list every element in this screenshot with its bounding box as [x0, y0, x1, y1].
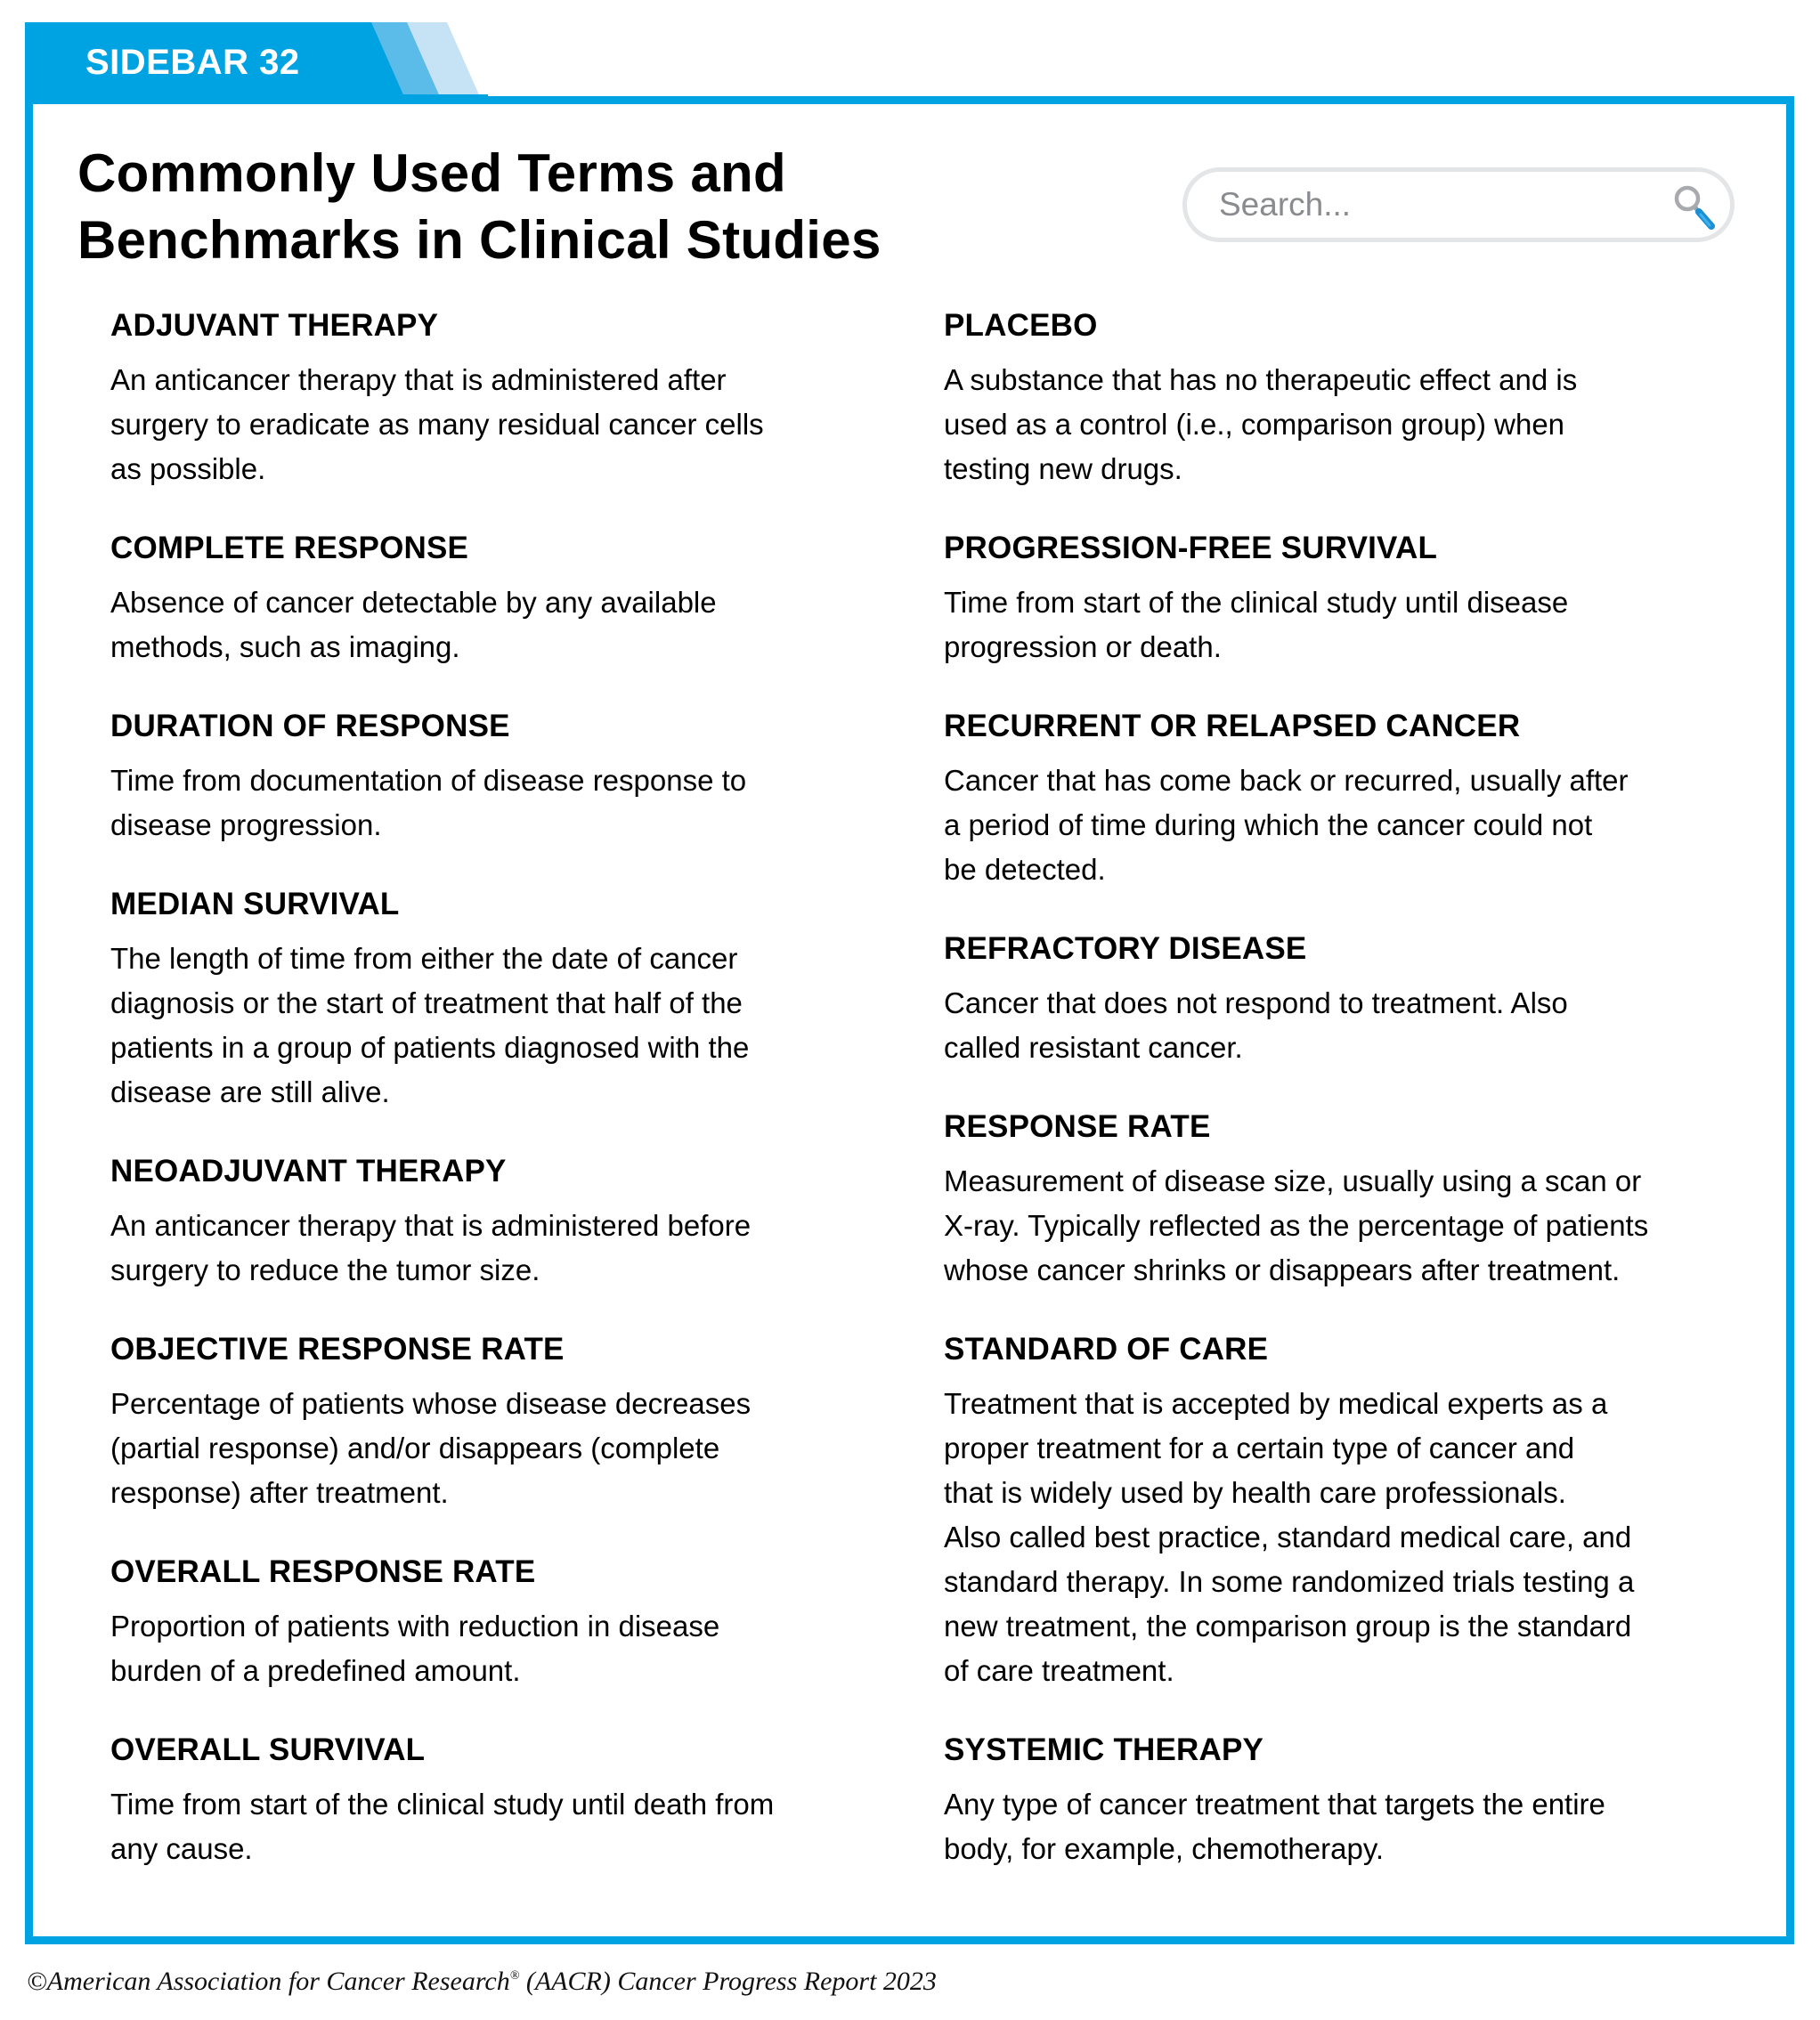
- glossary-definition: [944, 759, 1727, 892]
- definition-line: disease are still alive.: [110, 1075, 390, 1108]
- definition-line: any cause.: [110, 1832, 253, 1865]
- magnifier-icon[interactable]: [1668, 181, 1723, 236]
- glossary-definition: [110, 759, 885, 848]
- glossary-definition: [110, 580, 885, 669]
- copyright-text: ©American Association for Cancer Research: [27, 1967, 510, 1996]
- glossary-entry: [944, 1728, 1727, 1871]
- glossary-term: OBJECTIVE RESPONSE RATE: [110, 1332, 565, 1367]
- glossary-column-left: [110, 304, 885, 1906]
- glossary-entry: [110, 1550, 885, 1693]
- glossary-definition: [944, 981, 1727, 1070]
- glossary-term: SYSTEMIC THERAPY: [944, 1732, 1264, 1767]
- glossary-definition: [110, 937, 885, 1115]
- glossary-entry: [944, 526, 1727, 669]
- definition-line: Cancer that does not respond to treatment. Also: [944, 986, 1568, 1019]
- definition-line: of care treatment.: [944, 1654, 1174, 1687]
- page-title-line: Commonly Used Terms and: [77, 143, 786, 203]
- glossary-entry: [944, 1105, 1727, 1293]
- glossary-entry: [944, 304, 1727, 491]
- definition-line: patients in a group of patients diagnosed with the: [110, 1031, 750, 1064]
- sidebar-tab: [25, 22, 488, 99]
- definition-line: Absence of cancer detectable by any available: [110, 586, 717, 619]
- definition-line: X-ray. Typically reflected as the percentage of patients: [944, 1209, 1649, 1242]
- glossary-term: ADJUVANT THERAPY: [110, 308, 439, 343]
- glossary-entry: [110, 1149, 885, 1293]
- definition-line: Also called best practice, standard medical care, and: [944, 1521, 1632, 1554]
- definition-line: The length of time from either the date of cancer: [110, 942, 738, 975]
- definition-line: surgery to eradicate as many residual cancer cells: [110, 408, 764, 441]
- definition-line: Treatment that is accepted by medical experts as a: [944, 1387, 1608, 1420]
- search-box[interactable]: [1182, 167, 1735, 242]
- definition-line: An anticancer therapy that is administered before: [110, 1209, 752, 1242]
- definition-line: Percentage of patients whose disease decreases: [110, 1387, 752, 1420]
- glossary-entry: [110, 882, 885, 1115]
- definition-line: proper treatment for a certain type of cancer and: [944, 1432, 1575, 1464]
- glossary-entry: [944, 1327, 1727, 1693]
- definition-line: a period of time during which the cancer could not: [944, 808, 1593, 841]
- definition-line: as possible.: [110, 452, 266, 485]
- glossary-term: OVERALL RESPONSE RATE: [110, 1554, 536, 1589]
- glossary-term: NEOADJUVANT THERAPY: [110, 1154, 507, 1188]
- definition-line: body, for example, chemotherapy.: [944, 1832, 1385, 1865]
- glossary-entry: [944, 927, 1727, 1070]
- glossary-term: PROGRESSION-FREE SURVIVAL: [944, 531, 1438, 565]
- glossary-definition: [944, 358, 1727, 491]
- copyright-text-rest: (AACR) Cancer Progress Report 2023: [519, 1967, 937, 1996]
- glossary-term: RECURRENT OR RELAPSED CANCER: [944, 709, 1521, 743]
- definition-line: Cancer that has come back or recurred, usually after: [944, 764, 1629, 797]
- glossary-definition: [944, 1159, 1727, 1293]
- definition-line: disease progression.: [110, 808, 382, 841]
- glossary-term: STANDARD OF CARE: [944, 1332, 1269, 1367]
- definition-line: called resistant cancer.: [944, 1031, 1243, 1064]
- definition-line: Time from documentation of disease response to: [110, 764, 747, 797]
- glossary-definition: [110, 358, 885, 491]
- glossary-definition: [110, 1604, 885, 1693]
- definition-line: Proportion of patients with reduction in disease: [110, 1610, 720, 1643]
- glossary-term: COMPLETE RESPONSE: [110, 531, 469, 565]
- definition-line: progression or death.: [944, 630, 1222, 663]
- glossary-entry: [110, 304, 885, 491]
- definition-line: used as a control (i.e., comparison group) when: [944, 408, 1565, 441]
- glossary-term: PLACEBO: [944, 308, 1098, 343]
- sidebar-number-label: SIDEBAR 32: [85, 43, 300, 82]
- definition-line: methods, such as imaging.: [110, 630, 460, 663]
- glossary-term: MEDIAN SURVIVAL: [110, 887, 400, 921]
- definition-line: surgery to reduce the tumor size.: [110, 1253, 540, 1286]
- glossary-definition: [110, 1382, 885, 1515]
- definition-line: Time from start of the clinical study until disease: [944, 586, 1569, 619]
- definition-line: be detected.: [944, 853, 1106, 886]
- definition-line: Any type of cancer treatment that targets the entire: [944, 1788, 1605, 1821]
- definition-line: response) after treatment.: [110, 1476, 449, 1509]
- definition-line: Measurement of disease size, usually using a scan or: [944, 1164, 1642, 1197]
- registered-mark: ®: [509, 1969, 520, 1983]
- page-title-line: Benchmarks in Clinical Studies: [77, 210, 882, 270]
- definition-line: burden of a predefined amount.: [110, 1654, 521, 1687]
- glossary-term: REFRACTORY DISEASE: [944, 931, 1307, 966]
- glossary-term: RESPONSE RATE: [944, 1109, 1211, 1144]
- definition-line: An anticancer therapy that is administered after: [110, 363, 727, 396]
- glossary-entry: [110, 1327, 885, 1515]
- definition-line: standard therapy. In some randomized trials testing a: [944, 1565, 1635, 1598]
- glossary-definition: [110, 1782, 885, 1871]
- definition-line: Time from start of the clinical study until death from: [110, 1788, 775, 1821]
- glossary-entry: [110, 1728, 885, 1871]
- definition-line: A substance that has no therapeutic effect and is: [944, 363, 1578, 396]
- definition-line: (partial response) and/or disappears (complete: [110, 1432, 720, 1464]
- glossary-definition: [944, 580, 1727, 669]
- search-input[interactable]: [1219, 183, 1646, 227]
- definition-line: diagnosis or the start of treatment that half of the: [110, 986, 743, 1019]
- glossary-entry: [944, 704, 1727, 892]
- page-title: [77, 140, 882, 273]
- glossary-term: DURATION OF RESPONSE: [110, 709, 510, 743]
- glossary-term: OVERALL SURVIVAL: [110, 1732, 426, 1767]
- definition-line: that is widely used by health care professionals.: [944, 1476, 1566, 1509]
- definition-line: new treatment, the comparison group is the standard: [944, 1610, 1632, 1643]
- definition-line: testing new drugs.: [944, 452, 1182, 485]
- glossary-entry: [110, 704, 885, 848]
- glossary-definition: [944, 1782, 1727, 1871]
- glossary-column-right: [944, 304, 1727, 1906]
- copyright-footer: [27, 1959, 937, 2000]
- glossary-entry: [110, 526, 885, 669]
- definition-line: whose cancer shrinks or disappears after treatment.: [944, 1253, 1621, 1286]
- glossary-definition: [110, 1204, 885, 1293]
- glossary-definition: [944, 1382, 1727, 1693]
